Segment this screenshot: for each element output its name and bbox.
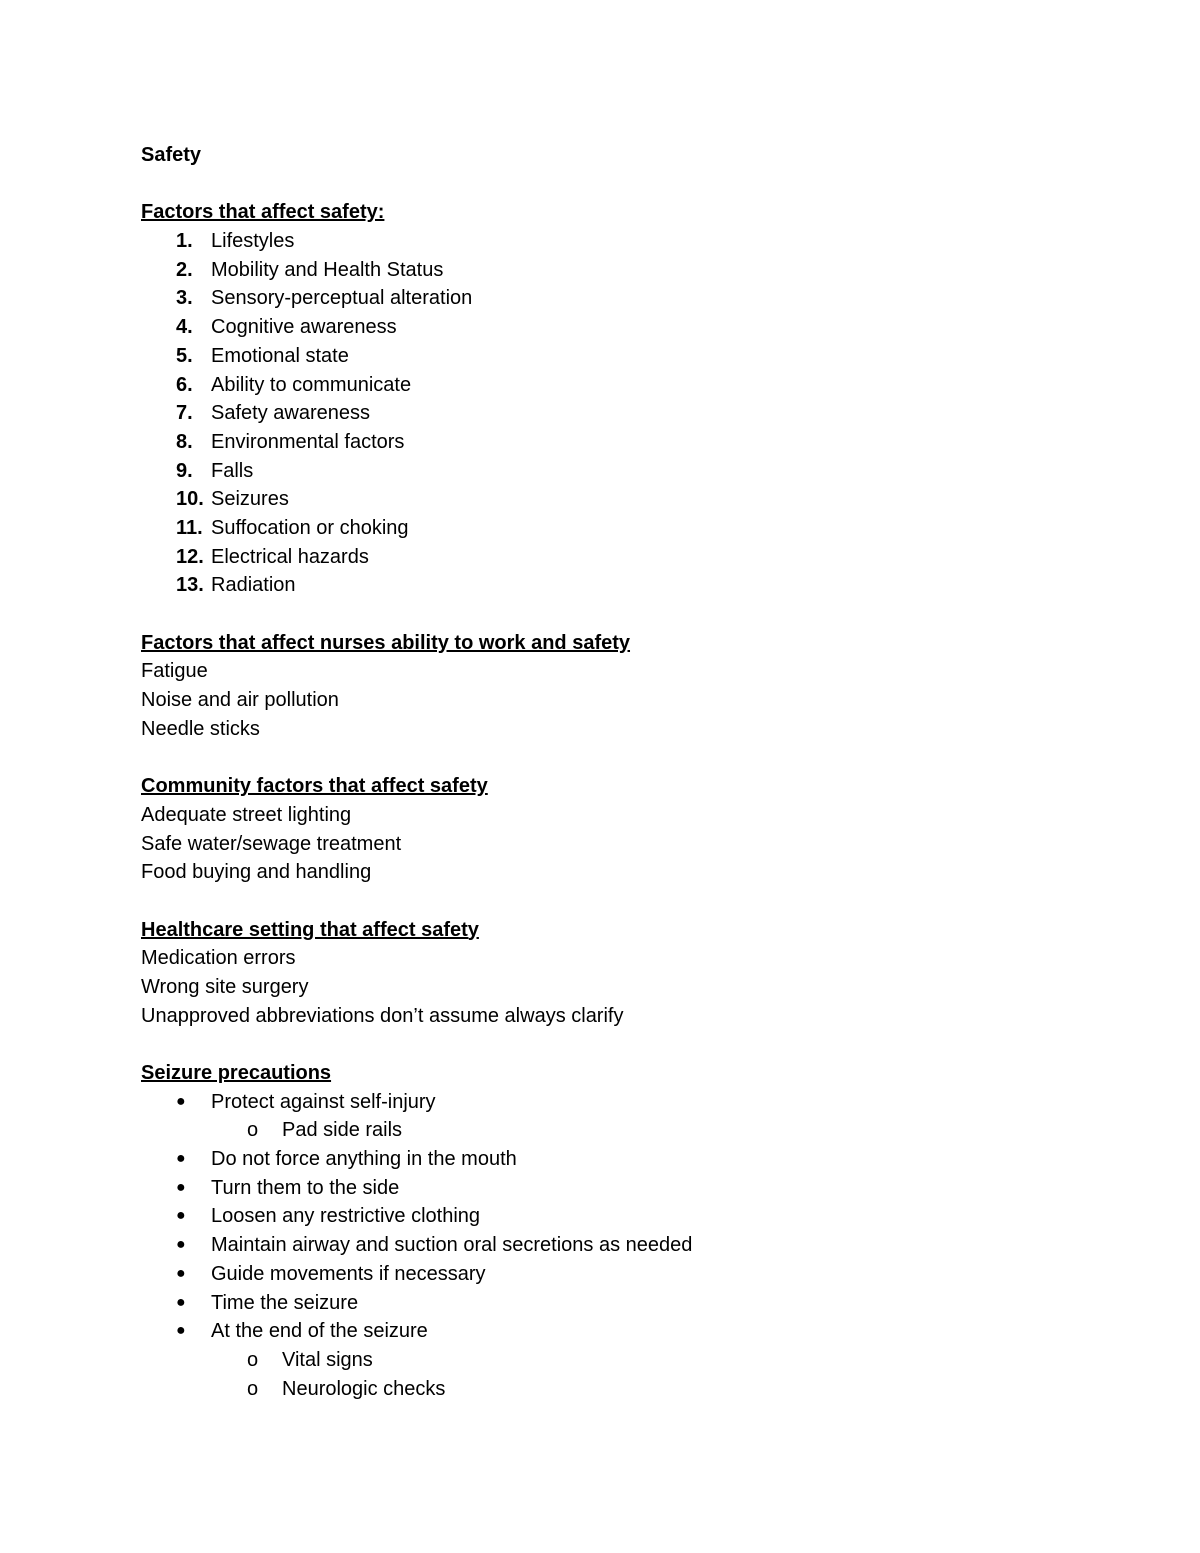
list-text: Seizures <box>211 488 289 511</box>
list-text: Sensory-perceptual alteration <box>211 287 473 310</box>
list-text: Do not force anything in the mouth <box>211 1148 517 1171</box>
list-item <box>141 514 1101 543</box>
list-item <box>141 284 1101 313</box>
list-number: 13. <box>176 574 204 597</box>
bullet-list-seizure <box>141 1088 1101 1404</box>
document-page <box>141 141 1101 1403</box>
list-item <box>141 1260 1101 1289</box>
bullet-icon: ● <box>176 1293 186 1311</box>
list-item <box>141 399 1101 428</box>
list-text: Protect against self-injury <box>211 1090 436 1113</box>
list-item <box>141 1088 1101 1117</box>
heading-healthcare: Healthcare setting that affect safety <box>141 918 479 941</box>
list-number: 10. <box>176 488 204 511</box>
list-item <box>141 428 1101 457</box>
bullet-icon: ● <box>176 1092 186 1110</box>
heading-nurses: Factors that affect nurses ability to work and safety <box>141 631 631 654</box>
list-text: Falls <box>211 459 254 482</box>
list-text: Electrical hazards <box>211 545 369 568</box>
heading-seizure: Seizure precautions <box>141 1062 332 1084</box>
bullet-icon: ● <box>176 1264 186 1282</box>
list-item <box>141 457 1101 486</box>
list-text: Pad side rails <box>282 1119 403 1142</box>
list-item: Food buying and handling <box>141 861 372 884</box>
list-text: Lifestyles <box>211 230 295 253</box>
list-number: 1. <box>176 230 193 253</box>
list-item <box>141 313 1101 342</box>
list-text: Vital signs <box>282 1348 373 1371</box>
heading-community: Community factors that affect safety <box>141 775 488 798</box>
list-item <box>141 371 1101 400</box>
list-item <box>141 543 1101 572</box>
list-item: Noise and air pollution <box>141 689 339 712</box>
list-text: Neurologic checks <box>282 1377 446 1400</box>
list-text: Time the seizure <box>211 1291 359 1314</box>
list-item: Needle sticks <box>141 717 260 740</box>
list-text: Maintain airway and suction oral secretions as needed <box>211 1234 693 1257</box>
heading-factors: Factors that affect safety: <box>141 201 385 224</box>
document-title: Safety <box>141 144 202 166</box>
list-text: Radiation <box>211 574 296 597</box>
list-text: Guide movements if necessary <box>211 1262 486 1285</box>
bullet-icon: ● <box>176 1322 186 1340</box>
list-item <box>141 1145 1101 1174</box>
list-item <box>141 1202 1101 1231</box>
list-text: Cognitive awareness <box>211 316 397 339</box>
list-text: Emotional state <box>211 344 349 367</box>
list-number: 3. <box>176 287 193 310</box>
list-item <box>141 571 1101 600</box>
list-item <box>141 1317 1101 1346</box>
list-number: 11. <box>176 516 203 539</box>
list-text: Ability to communicate <box>211 373 412 396</box>
bullet-icon: ● <box>176 1178 186 1196</box>
list-text: Suffocation or choking <box>211 516 409 539</box>
sub-bullet-icon: o <box>247 1348 259 1371</box>
list-number: 8. <box>176 430 193 453</box>
list-text: At the end of the seizure <box>211 1320 428 1343</box>
sub-list-item <box>141 1116 1101 1145</box>
bullet-icon: ● <box>176 1236 186 1254</box>
list-item: Medication errors <box>141 947 296 970</box>
sub-list-item <box>141 1375 1101 1404</box>
list-text: Safety awareness <box>211 402 370 425</box>
sub-bullet-icon: o <box>247 1119 259 1142</box>
list-number: 7. <box>176 402 193 425</box>
list-item <box>141 1174 1101 1203</box>
list-item: Unapproved abbreviations don’t assume always clarify <box>141 1004 624 1027</box>
numbered-list-factors <box>141 227 1101 600</box>
list-number: 12. <box>176 545 204 568</box>
list-item: Fatigue <box>141 660 208 683</box>
list-number: 4. <box>176 316 193 339</box>
list-item <box>141 1231 1101 1260</box>
list-text: Turn them to the side <box>211 1176 400 1199</box>
list-item: Wrong site surgery <box>141 975 309 998</box>
bullet-icon: ● <box>176 1150 186 1168</box>
list-item <box>141 485 1101 514</box>
list-item <box>141 256 1101 285</box>
list-item: Adequate street lighting <box>141 803 352 826</box>
list-text: Environmental factors <box>211 430 405 453</box>
list-text: Loosen any restrictive clothing <box>211 1205 481 1228</box>
list-number: 9. <box>176 459 193 482</box>
list-item: Safe water/sewage treatment <box>141 832 402 855</box>
list-number: 5. <box>176 344 193 367</box>
sub-list-item <box>141 1346 1101 1375</box>
list-item <box>141 342 1101 371</box>
bullet-icon: ● <box>176 1207 186 1225</box>
sub-bullet-icon: o <box>247 1377 259 1400</box>
list-text: Mobility and Health Status <box>211 258 444 281</box>
list-item <box>141 227 1101 256</box>
list-number: 6. <box>176 373 193 396</box>
list-number: 2. <box>176 258 193 281</box>
list-item <box>141 1289 1101 1318</box>
